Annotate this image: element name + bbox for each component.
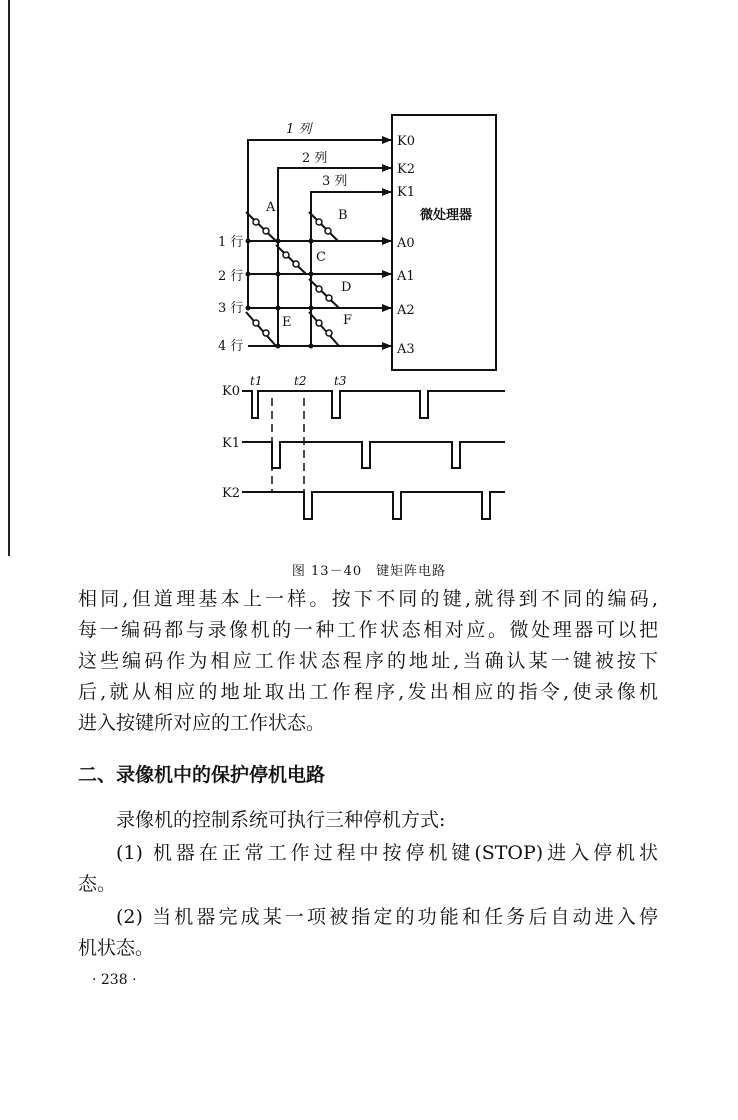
column-label-2: 2 列 — [302, 151, 328, 166]
timing-waveform-k2 — [242, 492, 505, 519]
a-port-label-2: A2 — [397, 303, 415, 318]
a-port-label-3: A3 — [397, 342, 415, 357]
a-port-label-0: A0 — [397, 236, 415, 251]
key-switch-a — [246, 212, 276, 241]
row-label-2: 2 行 — [218, 269, 244, 284]
key-switch-e — [246, 312, 276, 346]
key-label-f: F — [343, 313, 353, 328]
column-wire-3 — [311, 192, 392, 215]
key-switch-b — [309, 212, 338, 241]
timing-signal-label-k2: K2 — [222, 486, 240, 501]
section-heading: 二、录像机中的保护停机电路 — [78, 764, 326, 786]
body-line: 这些编码作为相应工作状态程序的地址,当确认某一键被按下 — [78, 650, 658, 672]
key-label-d: D — [341, 280, 352, 295]
body-line: (1) 机器在正常工作过程中按停机键(STOP)进入停机状 — [116, 842, 658, 864]
processor-label: 微处理器 — [420, 208, 473, 223]
body-line: 机状态。 — [78, 937, 155, 959]
body-line: 进入按键所对应的工作状态。 — [78, 712, 326, 734]
column-label-3: 3 列 — [322, 174, 348, 189]
figure-caption: 图 13－40 键矩阵电路 — [291, 564, 447, 579]
body-line: (2) 当机器完成某一项被指定的功能和任务后自动进入停 — [116, 906, 658, 928]
k-port-label-2: K1 — [397, 185, 415, 200]
body-line: 后,就从相应的地址取出工作程序,发出相应的指令,使录像机 — [78, 681, 658, 703]
timing-signal-label-k0: K0 — [222, 384, 240, 399]
body-line: 每一编码都与录像机的一种工作状态相对应。微处理器可以把 — [78, 619, 658, 641]
key-label-e: E — [282, 315, 292, 330]
row-label-4: 4 行 — [218, 339, 244, 354]
key-label-a: A — [266, 200, 276, 215]
key-switch-f — [309, 312, 339, 346]
timing-waveform-k0 — [242, 391, 505, 418]
row-label-1: 1 行 — [218, 235, 244, 250]
timing-signal-label-k1: K1 — [222, 436, 240, 451]
time-marker-t3: t3 — [334, 374, 347, 388]
key-switch-c — [276, 245, 306, 274]
body-line: 录像机的控制系统可执行三种停机方式: — [116, 809, 446, 831]
key-switch-d — [309, 279, 339, 308]
timing-waveform-k1 — [242, 442, 505, 468]
column-label-1: 1 列 — [286, 122, 312, 137]
key-label-b: B — [338, 208, 348, 223]
page-number: · 238 · — [92, 972, 137, 988]
body-line: 态。 — [78, 873, 117, 895]
row-label-3: 3 行 — [218, 301, 244, 316]
k-port-label-1: K2 — [397, 162, 415, 177]
a-port-label-1: A1 — [397, 269, 415, 284]
time-marker-t1: t1 — [250, 374, 263, 388]
time-marker-t2: t2 — [294, 374, 307, 388]
key-label-c: C — [316, 250, 326, 265]
k-port-label-0: K0 — [397, 134, 415, 149]
body-line: 相同,但道理基本上一样。按下不同的键,就得到不同的编码, — [78, 588, 658, 610]
